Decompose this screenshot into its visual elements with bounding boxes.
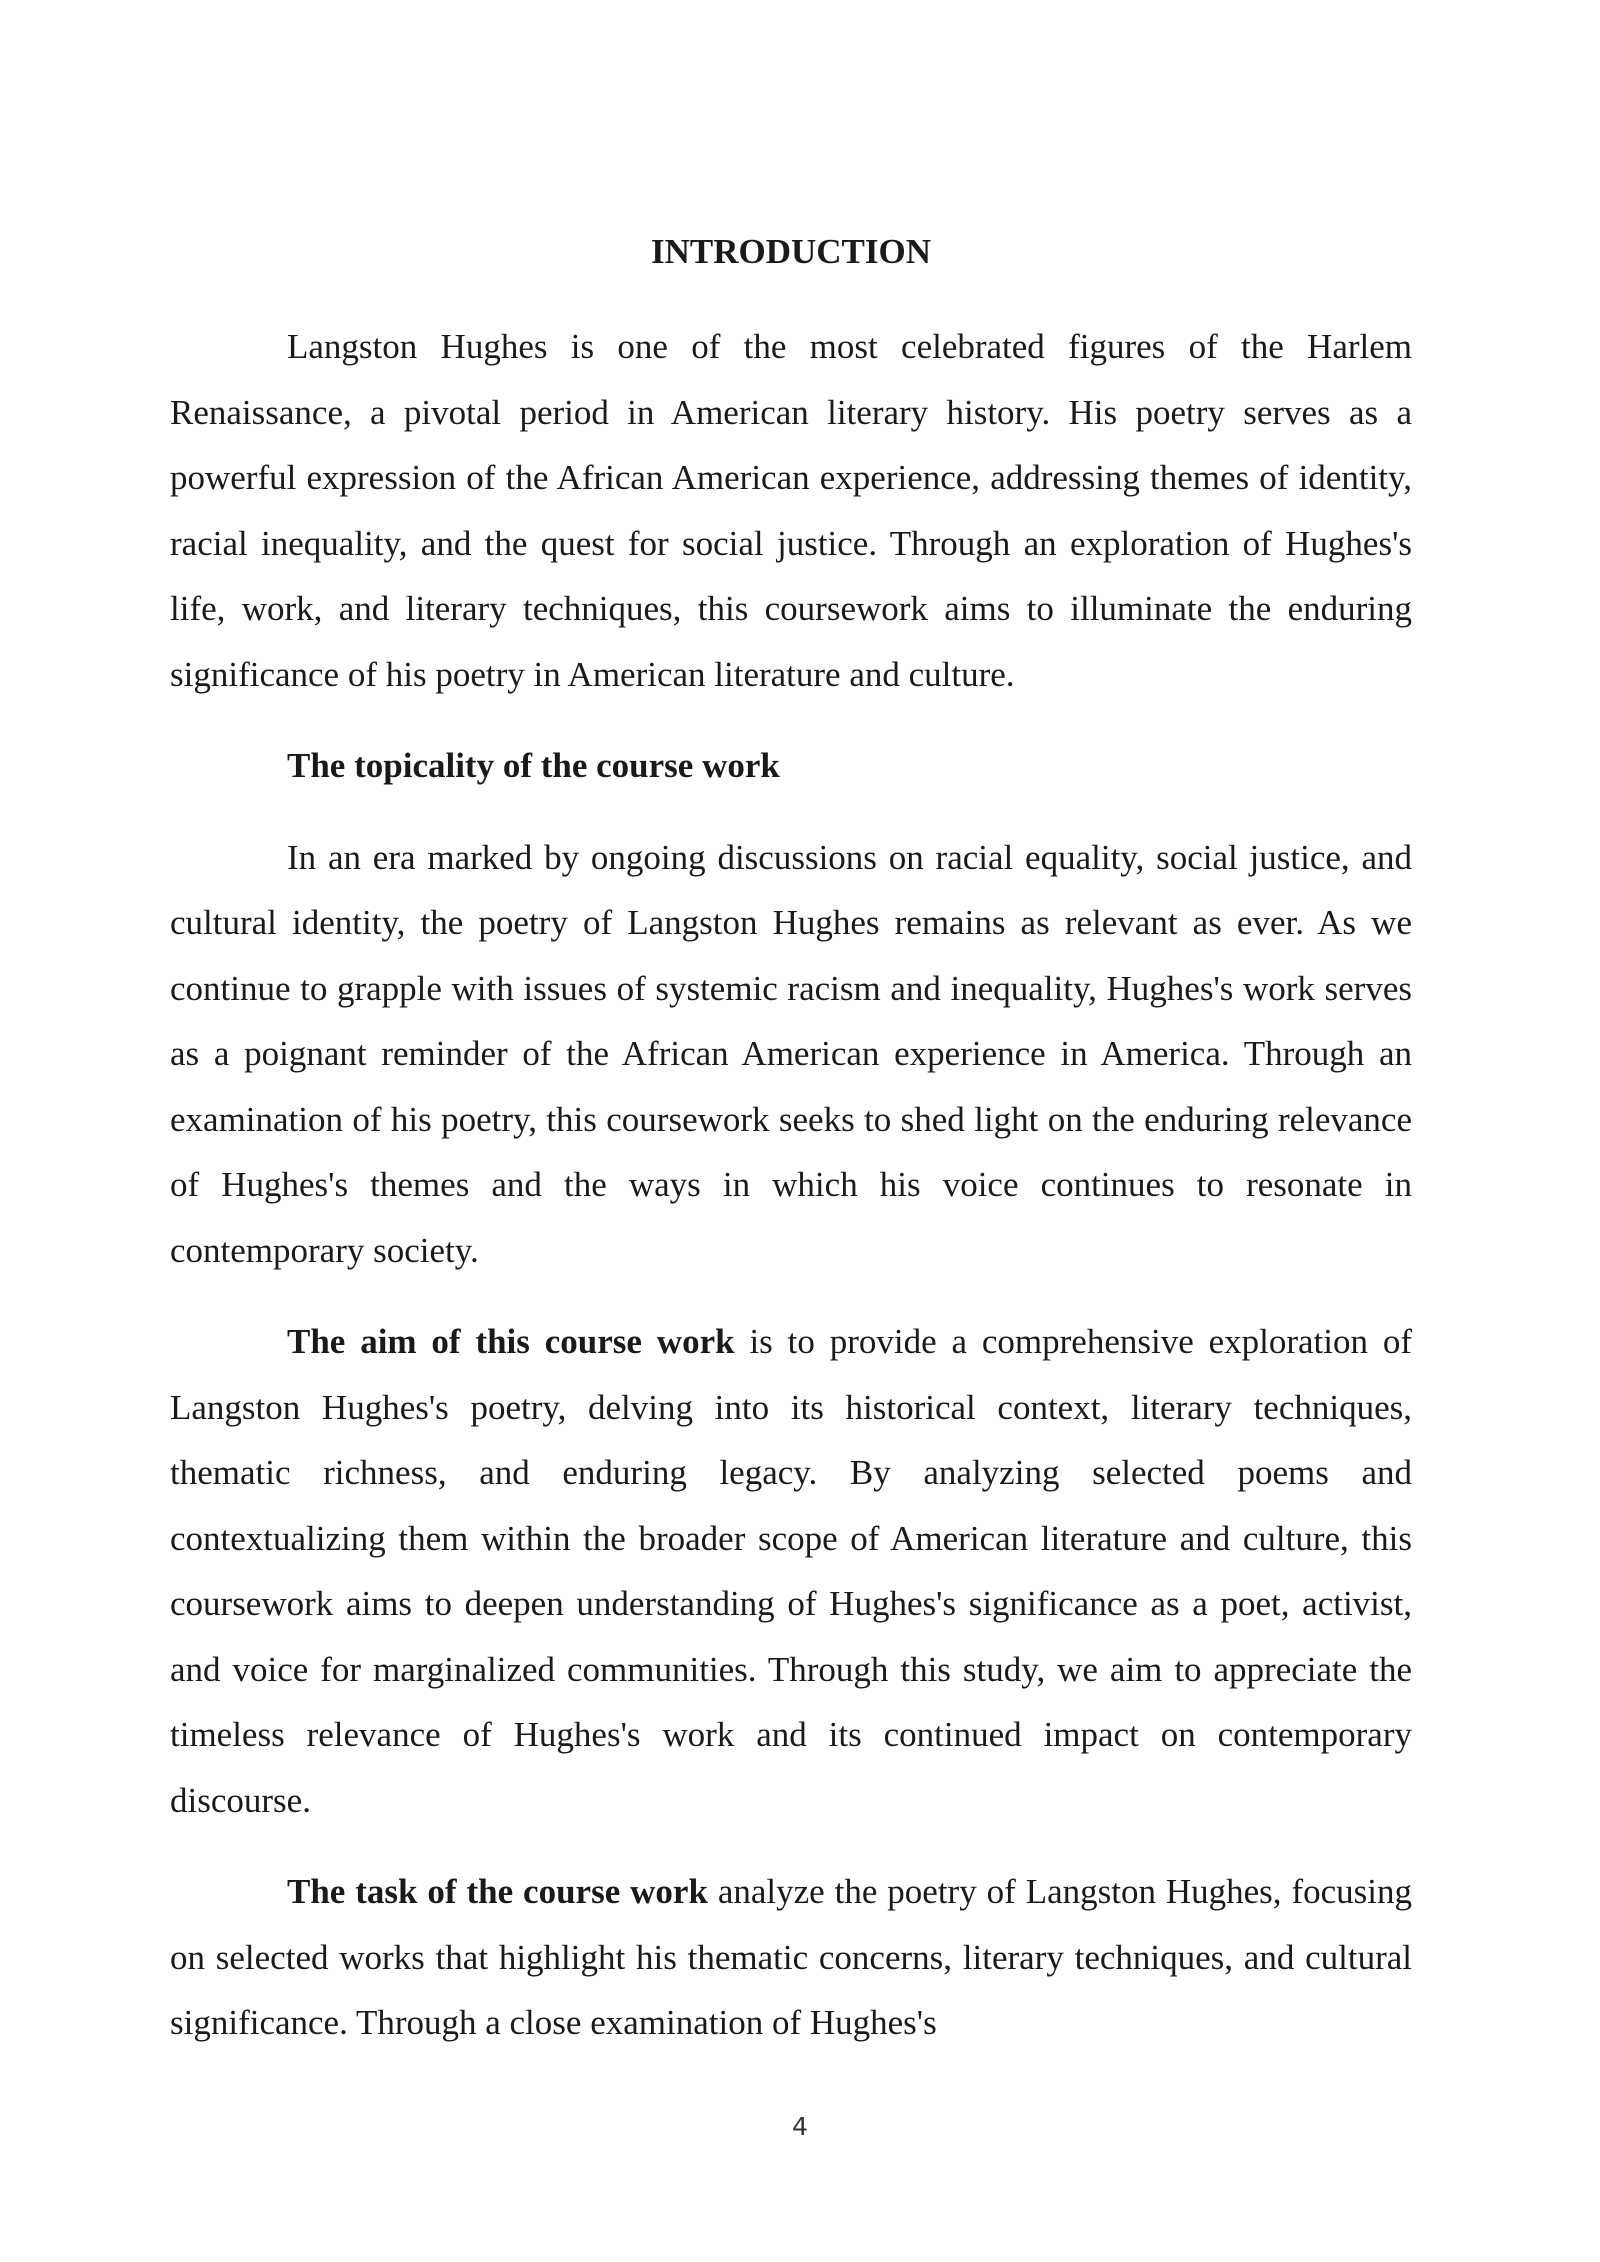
- intro-paragraph: Langston Hughes is one of the most celebrated figures of the Harlem Renaissance, a pivotal period in American literary history. His poetry serves as a powerful expression of the African American experience, addressing themes of identity, racial inequality, and the quest for social justice. Through an exploration of Hughes's life, work, and literary techniques, this coursework aims to illuminate the enduring significance of his poetry in American literature and culture.: [170, 327, 1412, 694]
- section-title: INTRODUCTION: [650, 232, 932, 271]
- topicality-heading: The topicality of the course work: [287, 746, 780, 785]
- task-lead: The task of the course work: [287, 1872, 708, 1911]
- page-number: 4: [792, 2112, 808, 2141]
- page-content: [170, 222, 1412, 2082]
- aim-paragraph: [170, 1309, 1412, 1833]
- aim-text: is to provide a comprehensive exploration of Langston Hughes's poetry, delving into its historical context, literary techniques, thematic richness, and enduring legacy. By analyzing selected poems and contextualizing them within the broader scope of American literature and culture, this coursework aims to deepen understanding of Hughes's significance as a poet, activist, and voice for marginalized communities. Through this study, we aim to appreciate the timeless relevance of Hughes's work and its continued impact on contemporary discourse.: [170, 1322, 1413, 1820]
- task-text: analyze the poetry of Langston Hughes, focusing on selected works that highlight his thematic concerns, literary techniques, and cultural significance. Through a close examination of Hughes's: [170, 1872, 1412, 2042]
- task-paragraph: [170, 1859, 1412, 2056]
- topicality-paragraph: In an era marked by ongoing discussions on racial equality, social justice, and cultural identity, the poetry of Langston Hughes remains as relevant as ever. As we continue to grapple with issues of systemic racism and inequality, Hughes's work serves as a poignant reminder of the African American experience in America. Through an examination of his poetry, this coursework seeks to shed light on the enduring relevance of Hughes's themes and the ways in which his voice continues to resonate in contemporary society.: [170, 837, 1412, 1270]
- aim-lead: The aim of this course work: [287, 1322, 735, 1361]
